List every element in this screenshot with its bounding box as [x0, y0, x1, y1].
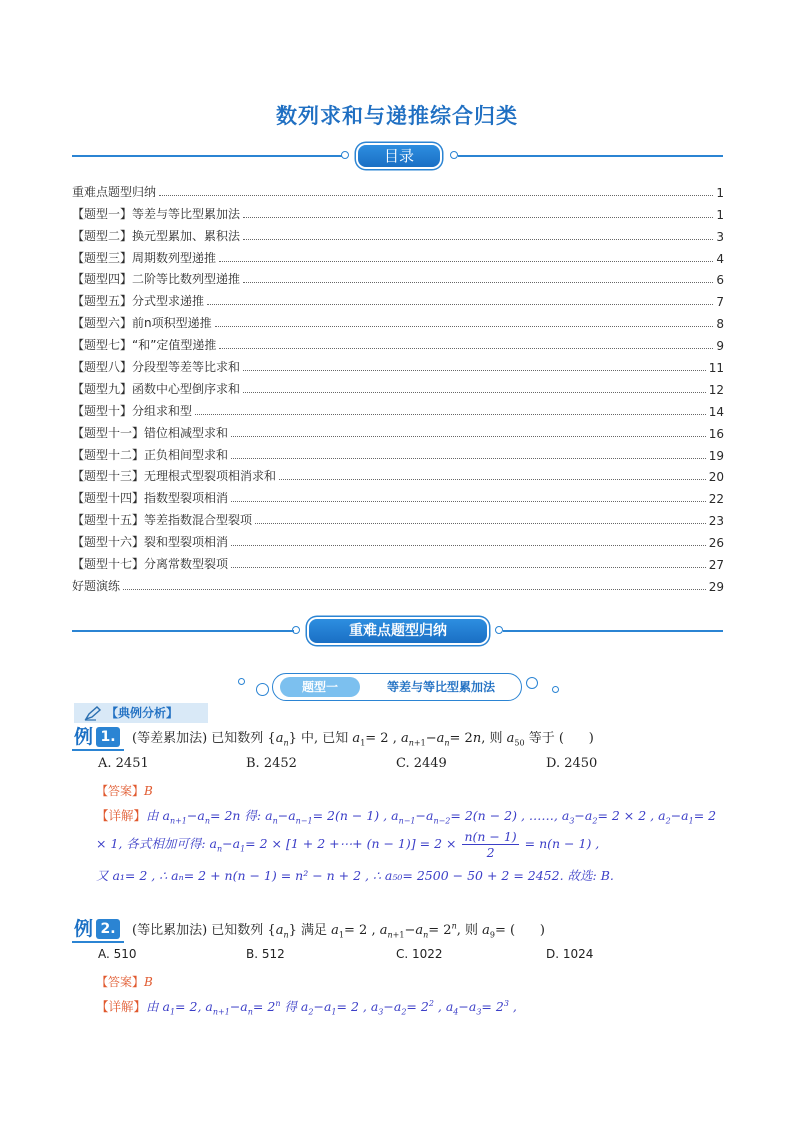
- option-c: C. 2449: [396, 756, 447, 771]
- toc-entry-page: 11: [708, 361, 724, 376]
- option-d: D. 2450: [546, 756, 598, 771]
- section-rule-left: [72, 630, 294, 632]
- toc-leader-dots: [279, 479, 706, 480]
- toc-entry-label: 重难点题型归纳: [72, 184, 157, 199]
- toc-entry-label: 【题型二】换元型累加、累积法: [72, 228, 241, 243]
- toc-entry-label: 【题型八】分段型等差等比求和: [72, 360, 241, 375]
- option-a: A. 510: [98, 947, 137, 961]
- option-d: D. 1024: [546, 947, 594, 961]
- toc-entry[interactable]: [72, 375, 724, 397]
- toc-entry-label: 【题型十四】指数型裂项相消: [72, 491, 229, 506]
- toc-entry-label: 【题型十五】等差指数混合型裂项: [72, 513, 253, 528]
- toc-entry-page: 1: [716, 207, 724, 222]
- toc-entry-label: 【题型四】二阶等比数列型递推: [72, 272, 241, 287]
- toc-leader-dots: [231, 458, 706, 459]
- toc-entry-label: 【题型十三】无理根式型裂项相消求和: [72, 469, 277, 484]
- answer-label: 【答案】: [96, 975, 145, 989]
- toc-entry[interactable]: [72, 266, 724, 288]
- toc-entry-label: 【题型六】前n项积型递推: [72, 316, 212, 331]
- toc-entry[interactable]: [72, 397, 724, 419]
- toc-entry-label: 【题型五】分式型求递推: [72, 294, 205, 309]
- toc-entry-label: 【题型十二】正负相间型求和: [72, 447, 229, 462]
- example-number: 2.: [96, 919, 120, 939]
- toc-leader-dots: [231, 567, 706, 568]
- toc-entry-page: 1: [716, 185, 724, 200]
- pencil-icon: [84, 705, 102, 721]
- toc-entry[interactable]: [72, 528, 724, 550]
- toc-leader-dots: [255, 523, 706, 524]
- toc-entry-page: 16: [708, 426, 724, 441]
- toc-leader-dots: [231, 501, 706, 502]
- example-underline-2: [72, 941, 124, 943]
- toc-entry-page: 6: [716, 273, 724, 288]
- section-ring-left: [292, 626, 300, 634]
- toc-entry-label: 【题型十】分组求和型: [72, 403, 193, 418]
- toc-entry-page: 14: [708, 404, 724, 419]
- toc-leader-dots: [207, 304, 713, 305]
- toc-entry[interactable]: [72, 463, 724, 485]
- analysis-label: [74, 703, 208, 723]
- question-1: (等差累加法) 已知数列 $\{a_n\}$ 中, 已知 $a_1= 2$ , $a_{n+1}-a_n= 2n$, 则 $a_{50}$ 等于 ( ): [132, 731, 594, 748]
- toc-entry[interactable]: [72, 222, 724, 244]
- detail-label: 【详解】: [96, 999, 147, 1014]
- question-prefix: (等差累加法) 已知数列: [132, 731, 264, 746]
- toc-entry-label: 【题型十一】错位相减型求和: [72, 425, 229, 440]
- solution-1-line-3: 又 a₁= 2 , ∴ aₙ= 2 + n(n − 1) = n² − n + 2 , ∴ a₅₀= 2500 − 50 + 2 = 2452. 故选: B.: [96, 868, 614, 883]
- toc-entry[interactable]: [72, 353, 724, 375]
- solution-1-line-1: 【详解】由 $a_{n+1}-a_n= 2n$ 得: $a_n-a_{n-1}= 2(n - 1)$ , $a_{n-1}-a_{n-2}= 2(n - 2)$ , ……, $a_3-a_2= 2 \times 2$ , $a_2-a_1= 2$: [96, 808, 717, 826]
- example-label: 例: [74, 918, 94, 940]
- toc-entry-page: 3: [716, 229, 724, 244]
- toc-ring-left: [341, 151, 349, 159]
- detail-label: 【详解】: [96, 808, 147, 823]
- example-label: 例: [74, 726, 94, 748]
- toc-entry-label: 【题型十七】分离常数型裂项: [72, 557, 229, 572]
- solution-1-line-2: × 1, 各式相加可得: $a_n-a_1= 2 \times [1 + 2$ +⋯+ (n − 1)] = 2 × $\frac{n(n - 1)}{2}$ = n(n − 1) ,: [96, 829, 600, 860]
- toc-rule-right: [458, 155, 723, 157]
- toc-entry-page: 4: [716, 251, 724, 266]
- toc-entry-page: 26: [708, 536, 724, 551]
- toc-ring-right: [450, 151, 458, 159]
- toc-rule-left: [72, 155, 342, 157]
- toc-entry[interactable]: [72, 178, 724, 200]
- toc-leader-dots: [243, 370, 706, 371]
- toc-leader-dots: [243, 392, 706, 393]
- toc-entry-page: 9: [716, 339, 724, 354]
- toc-leader-dots: [195, 414, 706, 415]
- question-prefix: (等比累加法) 已知数列: [132, 923, 264, 938]
- toc-entry-page: 29: [708, 579, 724, 594]
- toc-entry-label: 【题型三】周期数列型递推: [72, 250, 217, 265]
- answer-label: 【答案】: [96, 784, 145, 798]
- toc-entry[interactable]: [72, 506, 724, 528]
- toc-entry[interactable]: [72, 572, 724, 594]
- toc-entry[interactable]: [72, 484, 724, 506]
- toc-entry[interactable]: [72, 200, 724, 222]
- toc-entry[interactable]: [72, 331, 724, 353]
- option-a: A. 2451: [98, 756, 149, 771]
- answer-value: B: [144, 784, 153, 798]
- decor-dot-3: [526, 677, 538, 689]
- decor-dot-2: [256, 683, 269, 696]
- toc-leader-dots: [243, 217, 713, 218]
- toc-entry[interactable]: [72, 287, 724, 309]
- toc-entry-page: 12: [708, 382, 724, 397]
- toc-entry-label: 好题演练: [72, 578, 121, 593]
- section-header: 重难点题型归纳: [309, 619, 487, 643]
- toc-leader-dots: [243, 239, 713, 240]
- option-b: B. 512: [246, 947, 285, 961]
- toc-header: 目录: [358, 145, 440, 167]
- toc-leader-dots: [231, 436, 706, 437]
- answer-value: B: [144, 975, 153, 989]
- toc-entry-label: 【题型十六】裂和型裂项相消: [72, 535, 229, 550]
- decor-dot-1: [238, 678, 245, 685]
- example-badge-2: [74, 917, 130, 941]
- section-ring-right: [495, 626, 503, 634]
- page-title: 数列求和与递推综合归类: [276, 104, 518, 128]
- toc-leader-dots: [219, 348, 713, 349]
- solution-2-line-1: 【详解】由 $a_1= 2$, $a_{n+1}-a_n= 2^n$ 得 $a_2-a_1= 2$ , $a_3-a_2= 2^2$ , $a_4-a_3= 2^3$ ,: [96, 998, 517, 1017]
- toc-entry-label: 【题型一】等差与等比型累加法: [72, 206, 241, 221]
- option-c: C. 1022: [396, 947, 443, 961]
- toc-entry[interactable]: [72, 550, 724, 572]
- toc-entry[interactable]: [72, 419, 724, 441]
- toc-entry[interactable]: [72, 441, 724, 463]
- topic-name: 等差与等比型累加法: [386, 680, 495, 694]
- toc-entry[interactable]: [72, 309, 724, 331]
- answer-1: [96, 782, 153, 799]
- decor-dot-4: [552, 686, 559, 693]
- toc-leader-dots: [243, 282, 713, 283]
- example-number: 1.: [96, 727, 120, 747]
- toc-leader-dots: [219, 261, 713, 262]
- topic-tag: 题型一: [280, 677, 360, 697]
- example-underline-1: [72, 749, 124, 751]
- toc-entry-page: 7: [716, 295, 724, 310]
- option-b: B. 2452: [246, 756, 297, 771]
- toc-entry-page: 19: [708, 448, 724, 463]
- toc-entry-page: 8: [716, 317, 724, 332]
- toc-leader-dots: [123, 589, 706, 590]
- toc-entry-label: 【题型七】“和”定值型递推: [72, 338, 217, 353]
- section-rule-right: [503, 630, 723, 632]
- answer-2: [96, 973, 153, 990]
- analysis-text: 【典例分析】: [106, 706, 179, 720]
- table-of-contents: [72, 178, 724, 594]
- toc-entry-label: 【题型九】函数中心型倒序求和: [72, 381, 241, 396]
- question-2: (等比累加法) 已知数列 $\{a_n\}$ 满足 $a_1= 2$ , $a_{n+1}-a_n= 2^n$, 则 $a_9=$ ( ): [132, 921, 545, 940]
- toc-leader-dots: [231, 545, 706, 546]
- toc-entry-page: 20: [708, 470, 724, 485]
- toc-entry-page: 27: [708, 558, 724, 573]
- example-badge-1: [74, 725, 130, 749]
- toc-leader-dots: [159, 195, 713, 196]
- toc-entry[interactable]: [72, 244, 724, 266]
- toc-entry-page: 23: [708, 514, 724, 529]
- toc-leader-dots: [215, 326, 714, 327]
- toc-entry-page: 22: [708, 492, 724, 507]
